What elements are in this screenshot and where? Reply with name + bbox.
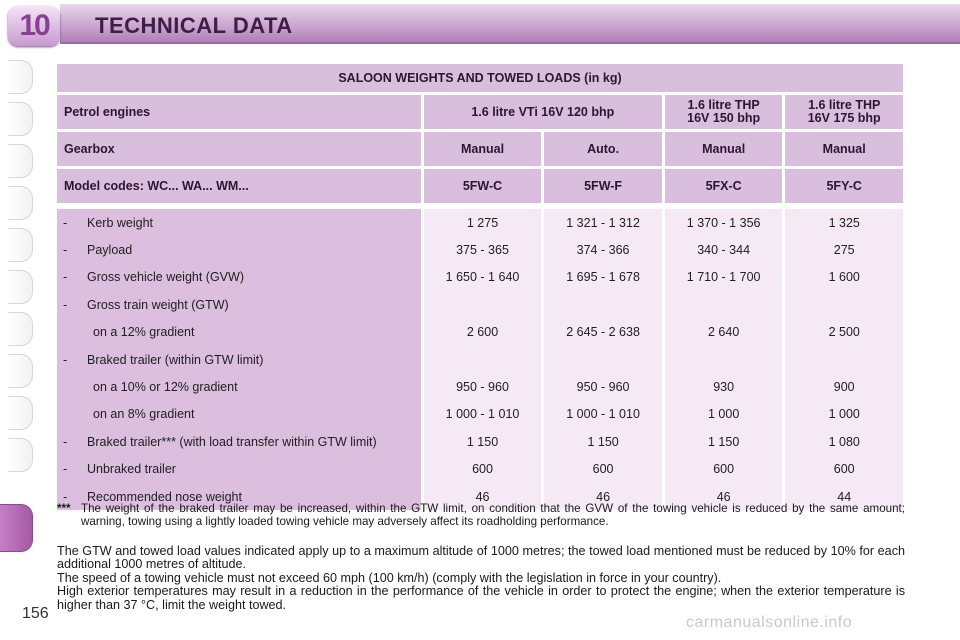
value-cell bbox=[785, 291, 903, 318]
chapter-tab-active[interactable] bbox=[0, 504, 33, 552]
engines-label: Petrol engines bbox=[57, 95, 421, 129]
row-dash: - bbox=[63, 352, 68, 367]
value-cell: 900 bbox=[785, 373, 903, 400]
value-cell: 1 600 bbox=[785, 264, 903, 291]
gearbox-cell: Manual bbox=[665, 132, 783, 166]
value-cell: 2 600 bbox=[424, 319, 542, 346]
value-cell: 600 bbox=[785, 456, 903, 483]
value-cell: 2 645 - 2 638 bbox=[544, 319, 662, 346]
value-cell: 1 150 bbox=[424, 428, 542, 455]
chapter-tab[interactable] bbox=[8, 186, 33, 220]
row-label-text: on a 10% or 12% gradient bbox=[93, 380, 238, 395]
chapter-tabs bbox=[0, 60, 34, 580]
table-row bbox=[57, 264, 903, 291]
value-cell bbox=[665, 346, 783, 373]
row-label-text: Braked trailer*** (with load transfer within GTW limit) bbox=[87, 434, 377, 449]
page-number: 156 bbox=[22, 605, 49, 622]
value-cell: 2 640 bbox=[665, 319, 783, 346]
row-label bbox=[57, 346, 421, 373]
value-cell: 1 000 - 1 010 bbox=[544, 401, 662, 428]
row-label-text: on a 12% gradient bbox=[93, 325, 195, 340]
model-code-cell: 5FX-C bbox=[665, 169, 783, 203]
value-cell: 1 370 - 1 356 bbox=[665, 209, 783, 236]
row-dash bbox=[63, 407, 93, 421]
value-cell: 1 325 bbox=[785, 209, 903, 236]
chapter-tab[interactable] bbox=[8, 438, 33, 472]
table-row bbox=[57, 428, 903, 455]
value-cell bbox=[424, 346, 542, 373]
value-cell: 600 bbox=[424, 456, 542, 483]
value-cell bbox=[785, 346, 903, 373]
row-label bbox=[57, 373, 421, 400]
table-row bbox=[57, 209, 903, 236]
table-row bbox=[57, 236, 903, 263]
value-cell: 375 - 365 bbox=[424, 236, 542, 263]
chapter-tab[interactable] bbox=[8, 60, 33, 94]
engine-header: 1.6 litre VTi 16V 120 bhp bbox=[424, 95, 662, 129]
footnote bbox=[57, 502, 905, 528]
row-dash: - bbox=[63, 270, 68, 285]
row-label-text: Payload bbox=[87, 243, 133, 258]
value-cell: 1 000 bbox=[665, 401, 783, 428]
row-label bbox=[57, 401, 421, 428]
model-code-cell: 5FY-C bbox=[785, 169, 903, 203]
value-cell: 1 321 - 1 312 bbox=[544, 209, 662, 236]
value-cell: 930 bbox=[665, 373, 783, 400]
row-label-text: Recommended nose weight bbox=[87, 489, 242, 504]
value-cell: 46 bbox=[424, 483, 542, 510]
gearbox-cell: Auto. bbox=[544, 132, 662, 166]
chapter-tab[interactable] bbox=[8, 144, 33, 178]
page-header bbox=[0, 0, 960, 46]
row-dash: - bbox=[63, 243, 68, 258]
value-cell bbox=[424, 291, 542, 318]
row-label-text: on an 8% gradient bbox=[93, 407, 195, 422]
chapter-tab[interactable] bbox=[8, 312, 33, 346]
row-dash: - bbox=[63, 297, 68, 312]
table-row bbox=[57, 456, 903, 483]
chapter-tab[interactable] bbox=[8, 102, 33, 136]
value-cell: 1 080 bbox=[785, 428, 903, 455]
table-caption: SALOON WEIGHTS AND TOWED LOADS (in kg) bbox=[57, 64, 903, 92]
table-row bbox=[57, 291, 903, 318]
row-dash: - bbox=[63, 215, 68, 230]
note-altitude: The GTW and towed load values indicated apply up to a maximum altitude of 1000 metres; the towed load mentioned must be reduced by 10% for each additional 1000 metres of altitude. bbox=[57, 544, 905, 572]
row-label bbox=[57, 209, 421, 236]
weights-table bbox=[57, 64, 903, 510]
row-label bbox=[57, 236, 421, 263]
value-cell: 1 650 - 1 640 bbox=[424, 264, 542, 291]
page-title: TECHNICAL DATA bbox=[95, 13, 293, 38]
row-label-text: Kerb weight bbox=[87, 215, 154, 230]
row-dash: - bbox=[63, 462, 68, 477]
row-label bbox=[57, 291, 421, 318]
row-label bbox=[57, 456, 421, 483]
value-cell: 44 bbox=[785, 483, 903, 510]
table-body bbox=[57, 209, 903, 510]
table-row bbox=[57, 346, 903, 373]
chapter-tab[interactable] bbox=[8, 270, 33, 304]
value-cell bbox=[544, 291, 662, 318]
value-cell: 1 695 - 1 678 bbox=[544, 264, 662, 291]
chapter-tab[interactable] bbox=[8, 228, 33, 262]
row-label-text: Gross vehicle weight (GVW) bbox=[87, 270, 244, 285]
value-cell: 600 bbox=[544, 456, 662, 483]
row-label-text: Braked trailer (within GTW limit) bbox=[87, 352, 264, 367]
gearbox-label: Gearbox bbox=[57, 132, 421, 166]
row-dash bbox=[63, 380, 93, 394]
value-cell: 2 500 bbox=[785, 319, 903, 346]
value-cell: 46 bbox=[544, 483, 662, 510]
value-cell: 1 710 - 1 700 bbox=[665, 264, 783, 291]
chapter-tab[interactable] bbox=[8, 396, 33, 430]
value-cell: 1 000 - 1 010 bbox=[424, 401, 542, 428]
value-cell: 600 bbox=[665, 456, 783, 483]
row-dash: - bbox=[63, 489, 68, 504]
row-dash: - bbox=[63, 434, 68, 449]
value-cell bbox=[544, 346, 662, 373]
value-cell: 46 bbox=[665, 483, 783, 510]
value-cell: 950 - 960 bbox=[544, 373, 662, 400]
model-code-cell: 5FW-C bbox=[424, 169, 542, 203]
value-cell: 1 000 bbox=[785, 401, 903, 428]
value-cell: 1 150 bbox=[665, 428, 783, 455]
row-label-text: Gross train weight (GTW) bbox=[87, 297, 229, 312]
gearbox-cell: Manual bbox=[424, 132, 542, 166]
row-label bbox=[57, 428, 421, 455]
row-label bbox=[57, 264, 421, 291]
value-cell: 950 - 960 bbox=[424, 373, 542, 400]
table-row bbox=[57, 319, 903, 346]
row-dash bbox=[63, 325, 93, 339]
watermark: carmanualsonline.info bbox=[686, 614, 853, 631]
chapter-badge[interactable]: 10 bbox=[8, 6, 60, 46]
table-row bbox=[57, 401, 903, 428]
value-cell: 275 bbox=[785, 236, 903, 263]
chapter-tab[interactable] bbox=[8, 354, 33, 388]
note-temperature: High exterior temperatures may result in a reduction in the performance of the vehicle in order to protect the engine; when the exterior temperature is higher than 37 °C, limit the weight towed. bbox=[57, 584, 905, 612]
value-cell bbox=[665, 291, 783, 318]
row-label-text: Unbraked trailer bbox=[87, 462, 176, 477]
model-code-cell: 5FW-F bbox=[544, 169, 662, 203]
value-cell: 1 150 bbox=[544, 428, 662, 455]
value-cell: 1 275 bbox=[424, 209, 542, 236]
footnote-marker: *** bbox=[57, 502, 71, 515]
table-row bbox=[57, 373, 903, 400]
note-speed: The speed of a towing vehicle must not exceed 60 mph (100 km/h) (comply with the legislation in force in your country). bbox=[57, 570, 722, 585]
engine-header: 1.6 litre THP 16V 150 bhp bbox=[665, 95, 783, 129]
footnote-text: The weight of the braked trailer may be increased, within the GTW limit, on condition that the GVW of the towing vehicle is reduced by the same amount; warning, towing using a lightly loaded towing vehicle may adversely affect its roadholding performance. bbox=[81, 502, 905, 528]
value-cell: 340 - 344 bbox=[665, 236, 783, 263]
value-cell: 374 - 366 bbox=[544, 236, 662, 263]
gearbox-cell: Manual bbox=[785, 132, 903, 166]
engine-header: 1.6 litre THP 16V 175 bhp bbox=[785, 95, 903, 129]
model-codes-label: Model codes: WC... WA... WM... bbox=[57, 169, 421, 203]
notes-section bbox=[57, 545, 905, 612]
row-label bbox=[57, 319, 421, 346]
